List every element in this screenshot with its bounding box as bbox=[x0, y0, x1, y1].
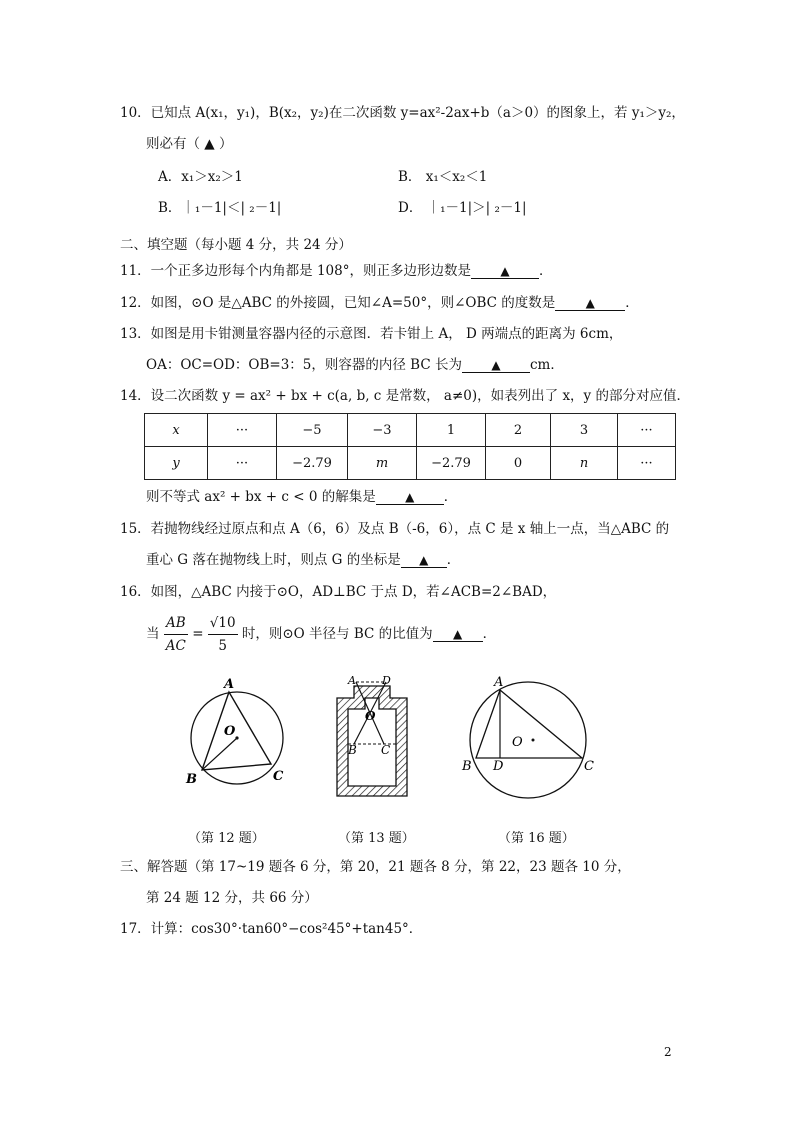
q14-line1: 14．设二次函数 y = ax² + bx + c(a, b, c 是常数， a≠0)，如表列出了 x，y 的部分对应值． bbox=[120, 388, 690, 404]
fraction-numerator: AB bbox=[164, 612, 188, 635]
q15-end: ． bbox=[446, 552, 461, 568]
label-o: O bbox=[512, 735, 523, 750]
table-cell: ··· bbox=[208, 447, 277, 480]
label-d: D bbox=[493, 759, 504, 774]
q15-text: 重心 G 落在抛物线上时，则点 G 的坐标是 bbox=[146, 552, 401, 568]
table-cell: ··· bbox=[618, 447, 676, 480]
label-o: O bbox=[365, 709, 376, 723]
blank-mark: ▲ bbox=[405, 490, 415, 504]
root10-over-5-fraction bbox=[208, 612, 238, 657]
table-row-y bbox=[145, 447, 676, 480]
q10-option-d: D． ｜₁－1|＞| ₂－1| bbox=[398, 200, 527, 216]
q16-end: ． bbox=[482, 626, 497, 642]
table-cell: y bbox=[145, 447, 208, 480]
blank-mark: ▲ bbox=[500, 264, 510, 278]
table-cell: 3 bbox=[551, 414, 618, 447]
label-d: D bbox=[382, 674, 391, 687]
label-b: B bbox=[348, 743, 357, 757]
container-wall bbox=[337, 686, 407, 796]
figure-13 bbox=[334, 672, 414, 800]
center-point bbox=[235, 736, 238, 739]
blank-mark: ▲ bbox=[419, 553, 429, 567]
blank-mark: ▲ bbox=[453, 627, 463, 641]
table-cell: m bbox=[348, 447, 417, 480]
q16-prefix: 当 bbox=[146, 626, 160, 642]
section3-line2: 第 24 题 12 分，共 66 分） bbox=[146, 890, 318, 906]
table-cell: n bbox=[551, 447, 618, 480]
q12 bbox=[120, 294, 639, 312]
q16-suffix: 时，则⊙O 半径与 BC 的比值为 bbox=[241, 626, 433, 642]
table-cell: 0 bbox=[486, 447, 551, 480]
label-a: A bbox=[348, 674, 356, 687]
q14-line2 bbox=[146, 488, 457, 506]
label-c: C bbox=[273, 769, 284, 784]
figure-13-caption: （第 13 题） bbox=[338, 831, 415, 846]
section3-line1: 三、解答题（第 17~19 题各 6 分，第 20，21 题各 8 分，第 22，23 题各 10 分， bbox=[120, 859, 631, 875]
table-cell: x bbox=[145, 414, 208, 447]
figure-16 bbox=[456, 672, 606, 808]
q10-stem-line1: 10．已知点 A(x₁，y₁)，B(x₂，y₂)在二次函数 y=ax²-2ax+b（a＞0）的图象上，若 y₁＞y₂， bbox=[120, 105, 685, 121]
section2-title: 二、填空题（每小题 4 分，共 24 分） bbox=[120, 237, 352, 253]
equals-sign: = bbox=[192, 626, 204, 642]
figure-12-caption: （第 12 题） bbox=[188, 831, 265, 846]
q17: 17．计算：cos30°·tan60°−cos²45°+tan45°． bbox=[120, 921, 423, 937]
q12-text: 12．如图，⊙O 是△ABC 的外接圆，已知∠A=50°，则∠OBC 的度数是 bbox=[120, 295, 556, 311]
q13-text: OA：OC=OD：OB=3：5，则容器的内径 BC 长为 bbox=[146, 357, 462, 373]
fraction-denominator: AC bbox=[165, 638, 186, 654]
label-b: B bbox=[462, 759, 472, 774]
q13-line2 bbox=[146, 356, 564, 374]
fraction-numerator: √10 bbox=[208, 612, 238, 635]
triangle-abc bbox=[202, 692, 271, 770]
ab-over-ac-fraction bbox=[164, 612, 188, 657]
table-cell: 2 bbox=[486, 414, 551, 447]
q10-option-c: B．｜₁－1|＜| ₂－1| bbox=[158, 200, 282, 216]
circumcircle bbox=[470, 682, 586, 798]
q14-value-table bbox=[144, 413, 676, 480]
table-cell: −2.79 bbox=[417, 447, 486, 480]
q16-answer-blank[interactable] bbox=[433, 627, 483, 642]
figure-12 bbox=[180, 672, 292, 792]
q13-answer-blank[interactable] bbox=[462, 358, 530, 373]
fraction-denominator: 5 bbox=[218, 638, 227, 654]
label-a: A bbox=[494, 675, 504, 690]
table-cell: ··· bbox=[208, 414, 277, 447]
blank-mark: ▲ bbox=[491, 358, 501, 372]
page-number: 2 bbox=[664, 1045, 672, 1059]
q10-option-b: B． x₁＜x₂＜1 bbox=[398, 169, 488, 185]
q16-line1: 16．如图，△ABC 内接于⊙O，AD⊥BC 于点 D，若∠ACB=2∠BAD， bbox=[120, 584, 557, 600]
q14-answer-blank[interactable] bbox=[376, 490, 444, 505]
q15-line1: 15．若抛物线经过原点和点 A（6，6）及点 B（-6，6），点 C 是 x 轴上一点，当△ABC 的 bbox=[120, 521, 670, 537]
table-cell: −3 bbox=[348, 414, 417, 447]
q14-text: 则不等式 ax² + bx + c < 0 的解集是 bbox=[146, 489, 376, 505]
blank-mark: ▲ bbox=[585, 296, 595, 310]
figure-16-caption: （第 16 题） bbox=[498, 831, 575, 846]
triangle-abc bbox=[476, 690, 582, 758]
label-c: C bbox=[381, 743, 391, 757]
table-cell: −2.79 bbox=[277, 447, 348, 480]
table-cell: 1 bbox=[417, 414, 486, 447]
q12-answer-blank[interactable] bbox=[555, 296, 625, 311]
q16-line2 bbox=[146, 612, 496, 657]
q11-end: ． bbox=[539, 263, 553, 279]
q14-end: ． bbox=[443, 489, 458, 505]
q11-text: 11．一个正多边形每个内角都是 108°，则正多边形边数是 bbox=[120, 263, 471, 279]
q10-option-a: A．x₁＞x₂＞1 bbox=[158, 169, 243, 185]
q11 bbox=[120, 262, 553, 280]
table-cell: −5 bbox=[277, 414, 348, 447]
label-b: B bbox=[186, 772, 197, 787]
table-row-x bbox=[145, 414, 676, 447]
q13-line1: 13．如图是用卡钳测量容器内径的示意图．若卡钳上 A， D 两端点的距离为 6cm， bbox=[120, 326, 623, 342]
label-a: A bbox=[224, 677, 235, 692]
q13-end: cm． bbox=[529, 357, 564, 373]
label-o: O bbox=[224, 724, 236, 739]
q12-end: ． bbox=[625, 295, 639, 311]
q15-line2 bbox=[146, 551, 460, 569]
table-cell: ··· bbox=[618, 414, 676, 447]
q11-answer-blank[interactable] bbox=[471, 264, 539, 279]
label-c: C bbox=[584, 759, 594, 774]
center-point bbox=[532, 739, 535, 742]
q10-stem-line2: 则必有（ ▲ ） bbox=[146, 136, 233, 152]
q15-answer-blank[interactable] bbox=[401, 553, 447, 568]
